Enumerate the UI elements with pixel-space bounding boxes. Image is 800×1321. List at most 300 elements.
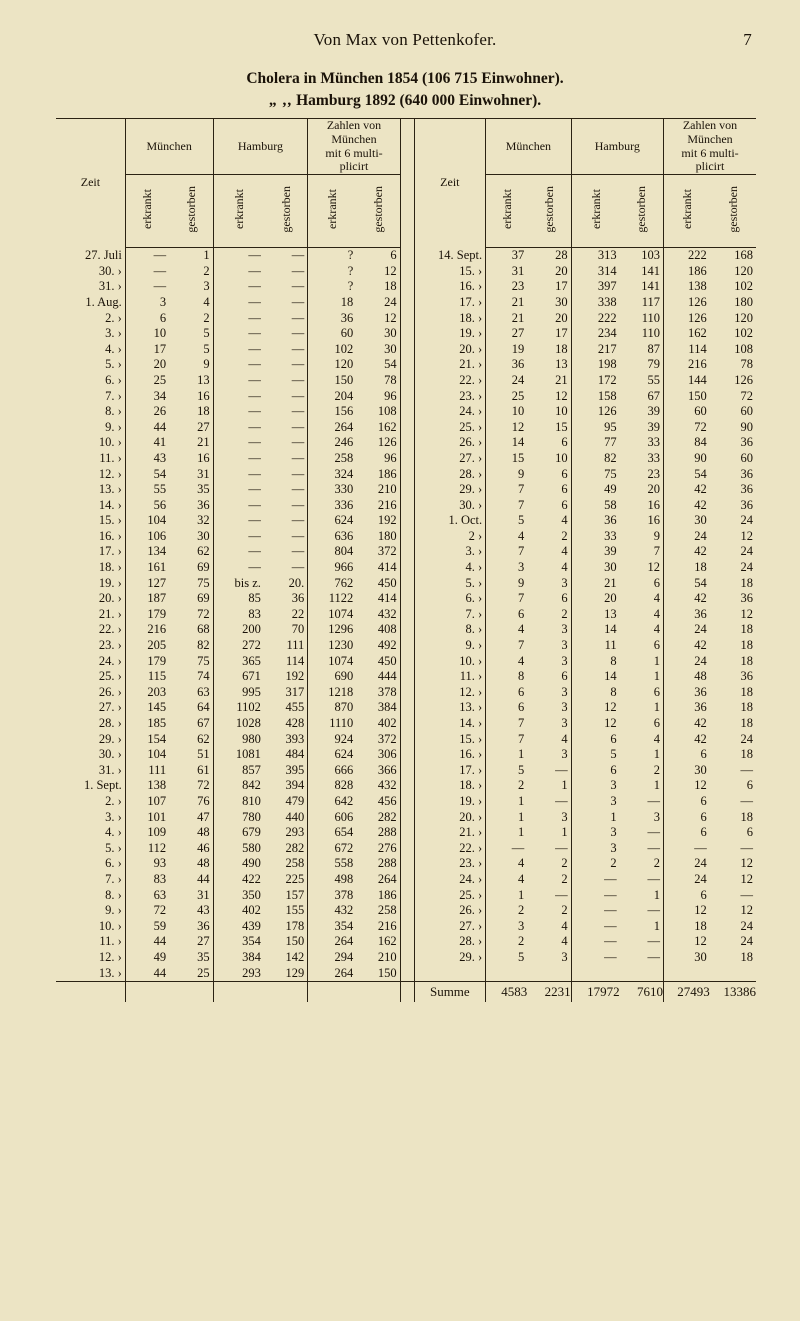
cell-hamburg-gestorben-right: 117: [620, 295, 664, 311]
row-date-right: 29. ›: [414, 950, 486, 966]
row-gutter: [400, 919, 414, 935]
cell-muenchen-gestorben-left: 76: [169, 794, 213, 810]
cell-muenchen-gestorben-right: 15: [527, 420, 571, 436]
cell-muenchen-gestorben-left: 25: [169, 966, 213, 982]
cell-muenchen-erkrankt-left: 25: [153, 372, 167, 387]
cell-ratio-gestorben-right: 36: [740, 591, 753, 606]
cell-ratio-erkrankt-right: 30: [694, 949, 707, 964]
row-date-left: 29. ›: [56, 732, 125, 748]
cell-ratio-erkrankt-right: 54: [694, 466, 707, 481]
cell-muenchen-gestorben-left: 72: [169, 607, 213, 623]
cell-ratio-gestorben-right: 6: [746, 825, 753, 840]
cell-ratio-gestorben-right: 36: [740, 497, 753, 512]
row-date-right: 15. ›: [414, 264, 486, 280]
cell-ratio-gestorben-left: 210: [356, 950, 400, 966]
cell-muenchen-gestorben-left: 75: [169, 654, 213, 670]
row-date-right: 20. ›: [414, 810, 486, 826]
table-row: [56, 872, 756, 888]
cell-hamburg-erkrankt-left: —: [248, 372, 261, 387]
table-row: [56, 763, 756, 779]
cell-ratio-gestorben-right: 36: [740, 435, 753, 450]
header-zeit-left: Zeit: [56, 119, 125, 248]
cell-hamburg-erkrankt-right: 33: [604, 528, 617, 543]
cell-ratio-gestorben-left: 432: [356, 778, 400, 794]
cell-muenchen-erkrankt-right: 10: [511, 404, 525, 419]
table-body: [56, 248, 756, 982]
row-date-right: [414, 966, 486, 982]
cell-ratio-gestorben-left: 288: [356, 825, 400, 841]
cell-ratio-gestorben-left: 384: [356, 700, 400, 716]
cell-ratio-erkrankt-right: 72: [694, 419, 707, 434]
cell-hamburg-gestorben-left: 258: [264, 856, 308, 872]
row-date-right: 16. ›: [414, 747, 486, 763]
table-row: [56, 576, 756, 592]
cell-muenchen-gestorben-left: 64: [169, 700, 213, 716]
cell-hamburg-gestorben-left: 484: [264, 747, 308, 763]
cell-ratio-erkrankt-left: 654: [334, 825, 354, 840]
cell-hamburg-erkrankt-right: 21: [604, 575, 617, 590]
cell-hamburg-erkrankt-left: 810: [242, 793, 261, 808]
cell-muenchen-erkrankt-right: 21: [511, 310, 525, 325]
cell-hamburg-erkrankt-right: —: [604, 934, 617, 949]
cell-ratio-erkrankt-left: 354: [334, 918, 354, 933]
cell-ratio-erkrankt-right: 42: [694, 731, 707, 746]
row-date-left: 11. ›: [56, 934, 125, 950]
cell-ratio-gestorben-left: 54: [356, 357, 400, 373]
row-gutter: [400, 778, 414, 794]
cell-muenchen-erkrankt-left: 205: [147, 638, 167, 653]
cell-hamburg-gestorben-right: 4: [620, 607, 664, 623]
cell-ratio-erkrankt-left: 1074: [328, 653, 354, 668]
cell-ratio-gestorben-right: 36: [740, 669, 753, 684]
cell-hamburg-gestorben-left: 155: [264, 903, 308, 919]
cell-muenchen-erkrankt-right: 19: [511, 341, 525, 356]
cell-hamburg-erkrankt-right: 95: [604, 419, 617, 434]
cell-ratio-gestorben-right: 18: [740, 747, 753, 762]
cell-muenchen-erkrankt-left: 34: [153, 388, 167, 403]
cell-ratio-erkrankt-right: 138: [687, 279, 707, 294]
cell-ratio-erkrankt-left: 672: [334, 840, 354, 855]
row-gutter: [400, 966, 414, 982]
cell-muenchen-erkrankt-right: 4: [517, 653, 525, 668]
cell-muenchen-gestorben-left: 72: [169, 778, 213, 794]
cell-muenchen-gestorben-left: 67: [169, 716, 213, 732]
caption-line-2: [58, 90, 752, 112]
cell-ratio-gestorben-left: 414: [356, 591, 400, 607]
cell-hamburg-gestorben-left: —: [264, 513, 308, 529]
row-date-left: 27. Juli: [56, 248, 125, 264]
cell-muenchen-erkrankt-right: 4: [517, 856, 525, 871]
row-date-left: 7. ›: [56, 872, 125, 888]
row-date-right: 8. ›: [414, 622, 486, 638]
cell-muenchen-erkrankt-right: 23: [511, 279, 525, 294]
cell-ratio-erkrankt-left: 870: [334, 700, 354, 715]
cell-hamburg-gestorben-left: —: [264, 420, 308, 436]
cell-hamburg-gestorben-left: —: [264, 544, 308, 560]
cell-hamburg-gestorben-left: —: [264, 451, 308, 467]
cell-muenchen-gestorben-left: 1: [169, 248, 213, 264]
cell-muenchen-erkrankt-left: 17: [153, 341, 167, 356]
cell-muenchen-erkrankt-left: 63: [153, 887, 167, 902]
cell-muenchen-gestorben-left: 2: [169, 264, 213, 280]
cell-muenchen-gestorben-left: 16: [169, 451, 213, 467]
cell-muenchen-gestorben-left: 4: [169, 295, 213, 311]
cell-ratio-erkrankt-right: 126: [687, 294, 707, 309]
cell-muenchen-gestorben-right: 13: [527, 357, 571, 373]
cell-ratio-erkrankt-right: 6: [700, 793, 707, 808]
cell-muenchen-gestorben-right: 1: [527, 778, 571, 794]
cell-muenchen-erkrankt-right: 7: [517, 497, 525, 512]
row-gutter: [400, 856, 414, 872]
row-gutter: [400, 389, 414, 405]
row-date-left: 3. ›: [56, 326, 125, 342]
cell-muenchen-gestorben-left: 75: [169, 576, 213, 592]
row-date-right: 5. ›: [414, 576, 486, 592]
cell-ratio-erkrankt-right: 150: [687, 388, 707, 403]
row-gutter: [400, 794, 414, 810]
cell-hamburg-gestorben-left: 111: [264, 638, 308, 654]
cell-hamburg-erkrankt-right: 217: [597, 341, 617, 356]
cell-hamburg-gestorben-left: —: [264, 467, 308, 483]
row-date-right: 23. ›: [414, 389, 486, 405]
row-date-left: 8. ›: [56, 404, 125, 420]
row-date-right: 24. ›: [414, 404, 486, 420]
cell-hamburg-erkrankt-right: 234: [597, 326, 617, 341]
table-row: [56, 482, 756, 498]
cell-ratio-gestorben-left: 150: [356, 966, 400, 982]
cell-muenchen-gestorben-right: 3: [527, 700, 571, 716]
cell-ratio-erkrankt-right: 24: [694, 856, 707, 871]
table-row: [56, 747, 756, 763]
cell-ratio-erkrankt-left: 264: [334, 419, 354, 434]
cell-ratio-gestorben-right: —: [740, 887, 753, 902]
cell-muenchen-gestorben-left: 48: [169, 825, 213, 841]
cell-ratio-erkrankt-left: 642: [334, 793, 354, 808]
cell-hamburg-erkrankt-right: 12: [604, 716, 617, 730]
cell-muenchen-erkrankt-right: 5: [517, 762, 525, 777]
cell-ratio-erkrankt-left: 18: [340, 294, 354, 309]
cell-muenchen-gestorben-left: 5: [169, 342, 213, 358]
cell-hamburg-erkrankt-left: —: [248, 341, 261, 356]
header-row-groups: [56, 119, 756, 175]
cell-hamburg-gestorben-right: 4: [620, 622, 664, 638]
summary-empty-m-left: [125, 982, 213, 1003]
cell-muenchen-erkrankt-right: 2: [517, 903, 525, 918]
cell-ratio-erkrankt-right: 24: [694, 653, 707, 668]
cell-ratio-gestorben-left: 408: [356, 622, 400, 638]
cell-ratio-erkrankt-left: ?: [347, 263, 354, 278]
cell-muenchen-gestorben-right: 3: [527, 638, 571, 654]
cell-muenchen-erkrankt-right: 7: [517, 731, 525, 746]
cell-ratio-erkrankt-left: 1230: [328, 638, 354, 653]
row-date-left: 12. ›: [56, 467, 125, 483]
ratio-title-l4: plicirt: [339, 159, 369, 174]
cell-hamburg-gestorben-right: 1: [620, 919, 664, 935]
cell-ratio-erkrankt-left: 828: [334, 778, 354, 793]
cell-ratio-gestorben-right: 36: [740, 482, 753, 497]
cell-muenchen-erkrankt-left: 104: [147, 747, 167, 762]
cell-muenchen-erkrankt-left: 49: [153, 949, 167, 964]
row-gutter: [400, 716, 414, 732]
cell-hamburg-gestorben-left: 293: [264, 825, 308, 841]
cell-muenchen-gestorben-right: —: [527, 841, 571, 857]
row-date-left: 15. ›: [56, 513, 125, 529]
cell-hamburg-gestorben-left: 178: [264, 919, 308, 935]
cell-muenchen-erkrankt-left: 55: [153, 482, 167, 497]
row-date-right: 30. ›: [414, 498, 486, 514]
cell-hamburg-gestorben-left: 22: [264, 607, 308, 623]
ratio-title-l2: München: [331, 131, 377, 146]
cell-hamburg-gestorben-left: 428: [264, 716, 308, 732]
cell-hamburg-gestorben-left: —: [264, 404, 308, 420]
row-date-left: 31. ›: [56, 763, 125, 779]
cell-ratio-gestorben-right: —: [740, 840, 753, 855]
caption-line-1: Cholera in München 1854 (106 715 Einwohner).: [246, 70, 564, 87]
cell-hamburg-erkrankt-right: 8: [610, 653, 617, 668]
row-gutter: [400, 342, 414, 358]
row-date-right: 29. ›: [414, 482, 486, 498]
table-row: [56, 685, 756, 701]
cell-muenchen-gestorben-right: 4: [527, 919, 571, 935]
ratio-title-r4: plicirt: [695, 159, 725, 174]
cell-muenchen-erkrankt-left: 59: [153, 918, 167, 933]
cell-ratio-gestorben-right: 6: [746, 778, 753, 793]
cell-hamburg-gestorben-left: —: [264, 373, 308, 389]
cell-muenchen-erkrankt-right: 2: [517, 778, 525, 793]
cell-hamburg-gestorben-right: 103: [620, 248, 664, 264]
cell-ratio-erkrankt-left: 156: [334, 404, 354, 419]
cell-hamburg-gestorben-left: 440: [264, 810, 308, 826]
cell-hamburg-erkrankt-right: 172: [597, 372, 617, 387]
row-date-right: 20. ›: [414, 342, 486, 358]
cell-hamburg-gestorben-left: 150: [264, 934, 308, 950]
table-row: [56, 654, 756, 670]
cell-ratio-gestorben-right: 126: [734, 372, 753, 387]
cell-ratio-erkrankt-right: 36: [694, 700, 707, 715]
cell-muenchen-gestorben-left: 21: [169, 435, 213, 451]
cell-muenchen-gestorben-right: 6: [527, 482, 571, 498]
cell-ratio-gestorben-left: 258: [356, 903, 400, 919]
cell-hamburg-gestorben-left: 20.: [264, 576, 308, 592]
cell-hamburg-gestorben-left: 70: [264, 622, 308, 638]
cell-hamburg-gestorben-right: 2: [620, 763, 664, 779]
row-gutter: [400, 700, 414, 716]
cell-muenchen-gestorben-right: 6: [527, 435, 571, 451]
cell-hamburg-erkrankt-right: 30: [604, 560, 617, 575]
cell-muenchen-erkrankt-left: 187: [147, 591, 167, 606]
cell-hamburg-erkrankt-right: 49: [604, 482, 617, 497]
row-date-right: 12. ›: [414, 685, 486, 701]
row-date-left: 21. ›: [56, 607, 125, 623]
row-gutter: [400, 810, 414, 826]
table-row: [56, 373, 756, 389]
cell-muenchen-erkrankt-right: 5: [517, 949, 525, 964]
row-date-right: 14. Sept.: [414, 248, 486, 264]
cell-ratio-gestorben-left: 276: [356, 841, 400, 857]
cell-muenchen-gestorben-left: 35: [169, 482, 213, 498]
subheader-h-gestorben-right: gestorben: [620, 175, 664, 248]
cell-muenchen-erkrankt-right: 7: [517, 716, 525, 730]
cell-muenchen-gestorben-right: 28: [527, 248, 571, 264]
row-date-right: 18. ›: [414, 311, 486, 327]
cell-muenchen-erkrankt-left: 10: [153, 326, 167, 341]
cell-muenchen-erkrankt-left: 161: [147, 560, 167, 575]
cell-ratio-erkrankt-right: 222: [687, 248, 707, 263]
cell-hamburg-gestorben-right: 6: [620, 638, 664, 654]
cell-muenchen-gestorben-left: 27: [169, 420, 213, 436]
cell-hamburg-erkrankt-right: 75: [604, 466, 617, 481]
row-date-left: 2. ›: [56, 311, 125, 327]
cell-muenchen-erkrankt-right: 21: [511, 294, 525, 309]
cell-muenchen-erkrankt-left: 185: [147, 716, 167, 730]
table-row: [56, 794, 756, 810]
row-gutter: [400, 264, 414, 280]
cell-muenchen-gestorben-right: 3: [527, 747, 571, 763]
cell-hamburg-erkrankt-left: 293: [242, 965, 261, 980]
cell-hamburg-erkrankt-left: 350: [242, 887, 261, 902]
row-gutter: [400, 747, 414, 763]
cell-hamburg-gestorben-right: —: [620, 903, 664, 919]
cell-ratio-gestorben-left: 210: [356, 482, 400, 498]
cell-ratio-erkrankt-right: 30: [694, 762, 707, 777]
row-date-right: 21. ›: [414, 825, 486, 841]
cell-ratio-gestorben-left: 96: [356, 451, 400, 467]
cell-ratio-gestorben-left: 30: [356, 342, 400, 358]
row-date-left: 19. ›: [56, 576, 125, 592]
cell-muenchen-erkrankt-right: 3: [517, 560, 525, 575]
cell-ratio-erkrankt-right: 84: [694, 435, 707, 450]
running-head-title: Von Max von Pettenkofer.: [313, 30, 497, 49]
subheader-r-erkrankt-left: erkrankt: [308, 175, 357, 248]
cell-muenchen-erkrankt-left: 43: [153, 450, 167, 465]
row-date-left: 11. ›: [56, 451, 125, 467]
caption-line-2-text: Hamburg 1892 (640 000 Einwohner).: [296, 92, 542, 110]
cell-hamburg-erkrankt-left: 995: [242, 684, 261, 699]
cell-muenchen-gestorben-left: 68: [169, 622, 213, 638]
cell-hamburg-gestorben-left: —: [264, 264, 308, 280]
cell-ratio-gestorben-right: 60: [740, 404, 753, 419]
cell-hamburg-erkrankt-right: 313: [597, 248, 617, 263]
cell-muenchen-gestorben-right: 2: [527, 872, 571, 888]
cell-muenchen-erkrankt-left: 216: [147, 622, 167, 637]
cell-ratio-erkrankt-right: 6: [700, 887, 707, 902]
cell-hamburg-erkrankt-right: 222: [597, 310, 617, 325]
row-date-left: 24. ›: [56, 654, 125, 670]
cell-ratio-erkrankt-right: 6: [700, 809, 707, 824]
cell-ratio-gestorben-right: 120: [734, 263, 753, 278]
row-gutter: [400, 513, 414, 529]
cell-hamburg-erkrankt-left: 580: [242, 840, 261, 855]
cell-muenchen-erkrankt-left: 104: [147, 513, 167, 528]
header-muenchen-left: München: [125, 119, 213, 175]
table-row: [56, 700, 756, 716]
row-gutter: [400, 934, 414, 950]
cell-ratio-gestorben-right: 12: [740, 903, 753, 918]
cell-hamburg-gestorben-left: —: [264, 326, 308, 342]
cell-muenchen-gestorben-left: 69: [169, 560, 213, 576]
cell-ratio-erkrankt-right: 42: [694, 591, 707, 606]
subheader-h-gestorben-left: gestorben: [264, 175, 308, 248]
cell-hamburg-gestorben-left: —: [264, 248, 308, 264]
cell-ratio-gestorben-right: 18: [740, 716, 753, 730]
row-date-left: 22. ›: [56, 622, 125, 638]
row-date-left: 17. ›: [56, 544, 125, 560]
ratio-title-l1: Zahlen von: [326, 118, 382, 132]
cell-hamburg-gestorben-right: —: [620, 825, 664, 841]
cell-ratio-erkrankt-right: 6: [700, 747, 707, 762]
row-date-left: 16. ›: [56, 529, 125, 545]
cell-muenchen-erkrankt-right: 4: [517, 871, 525, 886]
cell-muenchen-erkrankt-right: 15: [511, 450, 525, 465]
cell-muenchen-gestorben-left: 18: [169, 404, 213, 420]
cell-muenchen-gestorben-left: 5: [169, 326, 213, 342]
cell-muenchen-gestorben-right: 3: [527, 622, 571, 638]
cell-ratio-erkrankt-left: 924: [334, 731, 354, 746]
row-date-right: 6. ›: [414, 591, 486, 607]
row-date-right: 15. ›: [414, 732, 486, 748]
cell-muenchen-erkrankt-right: 7: [517, 591, 525, 606]
table-row: [56, 404, 756, 420]
cell-muenchen-gestorben-right: —: [527, 763, 571, 779]
cell-ratio-erkrankt-right: 48: [694, 669, 707, 684]
table-row: [56, 732, 756, 748]
cell-hamburg-erkrankt-left: —: [248, 560, 261, 575]
table-row: [56, 342, 756, 358]
row-date-right: 24. ›: [414, 872, 486, 888]
row-gutter: [400, 685, 414, 701]
cell-ratio-gestorben-right: 18: [740, 809, 753, 824]
header-ratio-right: [664, 119, 756, 175]
table-row: [56, 435, 756, 451]
cell-hamburg-gestorben-left: 282: [264, 841, 308, 857]
cell-hamburg-gestorben-left: 36: [264, 591, 308, 607]
row-date-right: 11. ›: [414, 669, 486, 685]
cell-ratio-erkrankt-right: 114: [688, 341, 707, 356]
cell-hamburg-erkrankt-left: 200: [242, 622, 261, 637]
row-date-right: 10. ›: [414, 654, 486, 670]
table-row: [56, 279, 756, 295]
cell-muenchen-erkrankt-left: 3: [159, 294, 167, 309]
cell-ratio-erkrankt-right: 144: [687, 372, 707, 387]
cell-muenchen-gestorben-left: 32: [169, 513, 213, 529]
row-date-left: 6. ›: [56, 373, 125, 389]
row-date-right: 23. ›: [414, 856, 486, 872]
cell-ratio-erkrankt-left: 666: [334, 762, 354, 777]
cell-hamburg-gestorben-right: 79: [620, 357, 664, 373]
cell-ratio-gestorben-right: 60: [740, 450, 753, 465]
cell-ratio-gestorben-left: 24: [356, 295, 400, 311]
cell-muenchen-erkrankt-right: 24: [511, 372, 525, 387]
row-gutter: [400, 373, 414, 389]
cell-hamburg-gestorben-left: —: [264, 389, 308, 405]
cell-ratio-gestorben-right: 12: [740, 871, 753, 886]
cell-muenchen-erkrankt-left: 111: [148, 762, 167, 777]
cell-hamburg-gestorben-left: —: [264, 529, 308, 545]
table-row: [56, 950, 756, 966]
summary-label: Summe: [414, 982, 486, 1003]
cell-muenchen-erkrankt-right: 14: [511, 435, 525, 450]
cell-ratio-gestorben-left: 444: [356, 669, 400, 685]
cell-hamburg-erkrankt-right: 158: [597, 388, 617, 403]
cell-ratio-erkrankt-left: 966: [334, 560, 354, 575]
cell-muenchen-gestorben-right: 3: [527, 654, 571, 670]
cell-muenchen-gestorben-right: 2: [527, 856, 571, 872]
row-date-left: 10. ›: [56, 919, 125, 935]
cell-hamburg-erkrankt-right: 6: [610, 762, 617, 777]
table-row: [56, 607, 756, 623]
cell-muenchen-erkrankt-left: 109: [147, 825, 167, 840]
cell-hamburg-gestorben-left: 393: [264, 732, 308, 748]
